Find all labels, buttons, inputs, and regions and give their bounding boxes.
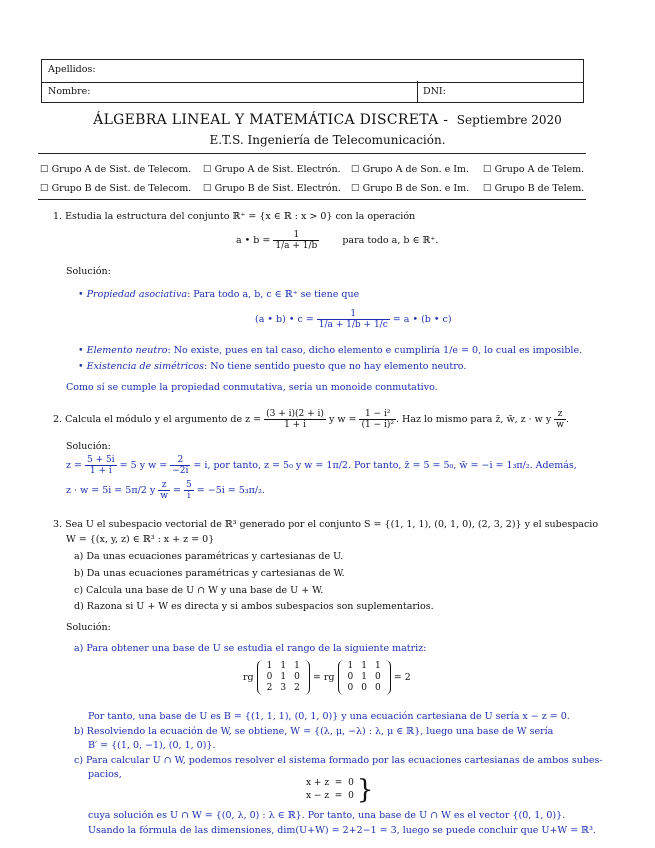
nombre-label: Nombre: — [48, 86, 91, 97]
z-fraction — [264, 409, 326, 430]
apellidos-label: Apellidos: — [48, 64, 96, 75]
matrix-row — [344, 683, 385, 694]
assoc-lhs: (a • b) • c = — [255, 314, 314, 325]
exam-title-date: Septiembre 2020 — [456, 113, 562, 127]
problem-3-solution-label: Solución: — [66, 622, 111, 633]
solution-part: = — [172, 485, 181, 496]
problem-2-solution-line-1 — [66, 455, 577, 476]
p3-c-text-4: Usando la fórmula de las dimensiones, dim(U+W) = 2+2−1 = 3, luego se puede concluir que U+W = ℝ³. — [88, 825, 596, 836]
problem-3-statement-2: W = {(x, y, z) ∈ ℝ³ : x + z = 0} — [66, 534, 215, 545]
statement-part: 2. Calcula el módulo y el argumento de z = — [53, 414, 262, 425]
statement-part: y w = — [328, 414, 357, 425]
fraction-numerator: 5 + 5i — [87, 455, 115, 465]
brace-icon: } — [356, 775, 374, 805]
assoc-bullet — [78, 289, 359, 300]
solution-fraction — [170, 455, 190, 476]
group-label: Grupo A de Son. e Im. — [362, 164, 470, 175]
group-option[interactable] — [40, 183, 191, 194]
matrix-row — [263, 683, 304, 694]
assoc-rhs: = a • (b • c) — [392, 314, 452, 325]
matrix-cell: 1 — [280, 661, 287, 671]
matrix-2 — [338, 660, 391, 695]
group-label: Grupo B de Son. e Im. — [362, 183, 470, 194]
formula-fraction — [273, 230, 319, 251]
fraction-numerator: 5 — [185, 480, 192, 490]
p3-c-text-1: c) Para calcular U ∩ W, podemos resolver el sistema formado por las ecuaciones cartesianas de ambos subes- — [74, 755, 603, 766]
rank-equals: = rg — [312, 672, 335, 683]
group-option[interactable] — [351, 164, 469, 175]
solution-fraction — [158, 480, 170, 501]
matrix-cell: 0 — [361, 683, 367, 693]
problem-1-formula — [236, 230, 438, 251]
groups-top-rule — [38, 153, 586, 154]
system-eq-2: x − z = 0 — [306, 791, 354, 801]
matrix-cell: 3 — [280, 683, 287, 693]
assoc-text: : Para todo a, b, c ∈ ℝ⁺ se tiene que — [187, 289, 360, 300]
matrix-2-table — [344, 661, 385, 694]
formula-lhs: a • b = — [236, 235, 271, 246]
matrix-cell: 1 — [280, 672, 287, 682]
group-option[interactable] — [483, 183, 584, 194]
matrix-1 — [257, 660, 310, 695]
solution-part: = 5 y w = — [119, 460, 168, 471]
fraction-numerator: 1 — [317, 309, 390, 320]
p3-a-conclusion: Por tanto, una base de U es B = {(1, 1, 1), (0, 1, 0)} y una ecuación cartesiana de U sería x − z = 0. — [88, 711, 570, 722]
fraction-denominator: (1 − i)² — [361, 420, 394, 430]
fraction-denominator: 1 + i — [284, 420, 306, 430]
solution-part: = i, por tanto, z = 5₀ y w = 1π/2. Por tanto, z̄ = 5 = 5₀, w̄ = −i = 1₃π/₂. Además, — [193, 460, 577, 471]
matrix-cell: 1 — [361, 661, 367, 671]
solution-fraction — [184, 480, 194, 501]
groups-bottom-rule — [38, 199, 586, 200]
matrix-cell: 1 — [266, 661, 273, 671]
group-label: Grupo A de Sist. de Telecom. — [51, 164, 192, 175]
bullet-icon: • — [78, 289, 84, 300]
dni-divider — [417, 81, 418, 102]
nombre-box — [41, 81, 584, 103]
fraction-numerator: 1 — [273, 230, 319, 241]
problem-3-item: b) Da unas ecuaciones paramétricas y cartesianas de W. — [74, 568, 345, 579]
system-eq-1: x + z = 0 — [306, 778, 354, 788]
fraction-numerator: z — [554, 409, 566, 420]
checkbox-icon[interactable]: ☐ — [483, 164, 492, 175]
matrix-row — [263, 672, 304, 683]
neutro-text: : No existe, pues en tal caso, dicho elemento e cumpliría 1/e = 0, lo cual es imposible. — [167, 345, 583, 356]
solution-part: = −5i = 5₃π/₂. — [196, 485, 265, 496]
solution-part: z = — [66, 460, 82, 471]
matrix-cell: 1 — [361, 672, 367, 682]
p3-c-text-2: pacios, — [88, 769, 122, 780]
system-equations — [306, 777, 373, 803]
checkbox-icon[interactable]: ☐ — [203, 164, 212, 175]
group-option[interactable] — [351, 183, 469, 194]
assoc-title: Propiedad asociativa — [86, 289, 188, 300]
matrix-cell: 1 — [294, 661, 300, 671]
group-label: Grupo B de Sist. de Telecom. — [51, 183, 192, 194]
group-label: Grupo A de Sist. Electrón. — [214, 164, 341, 175]
problem-3-item: a) Da unas ecuaciones paramétricas y cartesianas de U. — [74, 551, 344, 562]
matrix-cell: 2 — [266, 683, 273, 693]
neutro-title: Elemento neutro — [86, 345, 168, 356]
group-option[interactable] — [203, 164, 341, 175]
problem-2-solution-label: Solución: — [66, 441, 111, 452]
sim-title: Existencia de simétricos — [86, 361, 205, 372]
matrix-row — [263, 661, 304, 672]
matrix-row — [344, 661, 385, 672]
bullet-icon: • — [78, 361, 84, 372]
matrix-cell: 0 — [347, 683, 354, 693]
group-label: Grupo B de Telem. — [494, 183, 585, 194]
p3-c-text-3: cuya solución es U ∩ W = {(0, λ, 0) : λ ∈ ℝ}. Por tanto, una base de U ∩ W es el vector {(0, 1, 0)}. — [88, 810, 566, 821]
matrix-cell: 1 — [347, 661, 354, 671]
fraction-denominator: 1/a + 1/b + 1/c — [318, 320, 388, 330]
fraction-denominator: w — [556, 420, 564, 430]
exam-title-main: ÁLGEBRA LINEAL Y MATEMÁTICA DISCRETA - — [93, 112, 449, 128]
matrix-cell: 0 — [375, 672, 381, 682]
checkbox-icon[interactable]: ☐ — [203, 183, 212, 194]
fraction-denominator: i — [187, 491, 191, 501]
rank-equation — [243, 660, 411, 695]
fraction-numerator: z — [158, 480, 170, 491]
p3-b-text-2: B′ = {(1, 0, −1), (0, 1, 0)}. — [88, 740, 216, 751]
assoc-formula — [255, 309, 452, 330]
matrix-cell: 2 — [294, 683, 300, 693]
matrix-cell: 0 — [375, 683, 381, 693]
matrix-row — [344, 672, 385, 683]
fraction-denominator: 1 + i — [89, 466, 112, 476]
fraction-denominator: −2i — [172, 466, 189, 476]
p3-b-text-1: b) Resolviendo la ecuación de W, se obtiene, W = {(λ, μ, −λ) : λ, μ ∈ ℝ}, luego una base de W sería — [74, 726, 554, 737]
group-option[interactable] — [203, 183, 341, 194]
group-label: Grupo A de Telem. — [494, 164, 585, 175]
assoc-fraction — [317, 309, 390, 330]
p3-a-text: a) Para obtener una base de U se estudia el rango de la siguiente matriz: — [74, 643, 427, 654]
neutro-bullet — [78, 345, 582, 356]
zw-fraction — [554, 409, 566, 430]
problem-1-statement: 1. Estudia la estructura del conjunto ℝ⁺ = {x ∈ ℝ : x > 0} con la operación — [53, 211, 416, 222]
sim-bullet — [78, 361, 466, 372]
exam-title — [0, 112, 655, 128]
rank-result: = 2 — [393, 672, 411, 683]
fraction-numerator: (3 + i)(2 + i) — [266, 409, 324, 419]
fraction-denominator: w — [160, 491, 168, 501]
matrix-cell: 0 — [294, 672, 300, 682]
problem-1-solution-label: Solución: — [66, 266, 111, 277]
checkbox-icon[interactable]: ☐ — [483, 183, 492, 194]
group-option[interactable] — [40, 164, 191, 175]
sim-text: : No tiene sentido puesto que no hay elemento neutro. — [204, 361, 467, 372]
checkbox-icon[interactable]: ☐ — [351, 164, 360, 175]
solution-part: z · w = 5i = 5π/2 y — [66, 485, 156, 496]
matrix-cell: 1 — [375, 661, 381, 671]
group-label: Grupo B de Sist. Electrón. — [214, 183, 341, 194]
problem-3-item: c) Calcula una base de U ∩ W y una base de U + W. — [74, 585, 324, 596]
checkbox-icon[interactable]: ☐ — [40, 183, 49, 194]
fraction-numerator: 1 − i² — [359, 409, 396, 420]
matrix-1-table — [263, 661, 304, 694]
matrix-cell: 0 — [347, 672, 354, 682]
bullet-icon: • — [78, 345, 84, 356]
formula-rhs: para todo a, b ∈ ℝ⁺. — [342, 235, 439, 246]
problem-2-solution-line-2 — [66, 480, 265, 501]
problem-3-item: d) Razona si U + W es directa y si ambos subespacios son suplementarios. — [74, 601, 434, 612]
checkbox-icon[interactable]: ☐ — [40, 164, 49, 175]
group-option[interactable] — [483, 164, 584, 175]
system-lines — [306, 777, 354, 803]
fraction-denominator: 1/a + 1/b — [275, 241, 318, 251]
apellidos-box — [41, 59, 584, 83]
problem-3-statement-1: 3. Sea U el subespacio vectorial de ℝ³ generado por el conjunto S = {(1, 1, 1), (0, 1, 0), (2, 3, 2)} y el subespacio — [53, 519, 599, 530]
solution-fraction — [85, 455, 117, 476]
w-fraction — [359, 409, 396, 430]
checkbox-icon[interactable]: ☐ — [351, 183, 360, 194]
problem-1-conclusion: Como sí se cumple la propiedad conmutativa, sería un monoide conmutativo. — [66, 382, 438, 393]
matrix-cell: 0 — [266, 672, 273, 682]
statement-part: . Haz lo mismo para z̄, w̄, z · w y — [395, 414, 552, 425]
rank-label: rg — [243, 672, 254, 683]
school-name: E.T.S. Ingeniería de Telecomunicación. — [209, 133, 446, 147]
problem-2-statement: 2. Calcula el módulo y el argumento de z = $\frac{(3 + i)(2 + i)}{1 + i}$ y w = $\frac{\text{1 − i²}}{\text{(1 − i)²}}$ . Haz lo mismo para z̄, w̄, z · w y $\frac{z}{w}$ . — [53, 409, 569, 430]
dni-label: DNI: — [423, 86, 446, 97]
fraction-numerator: 2 — [170, 455, 190, 466]
